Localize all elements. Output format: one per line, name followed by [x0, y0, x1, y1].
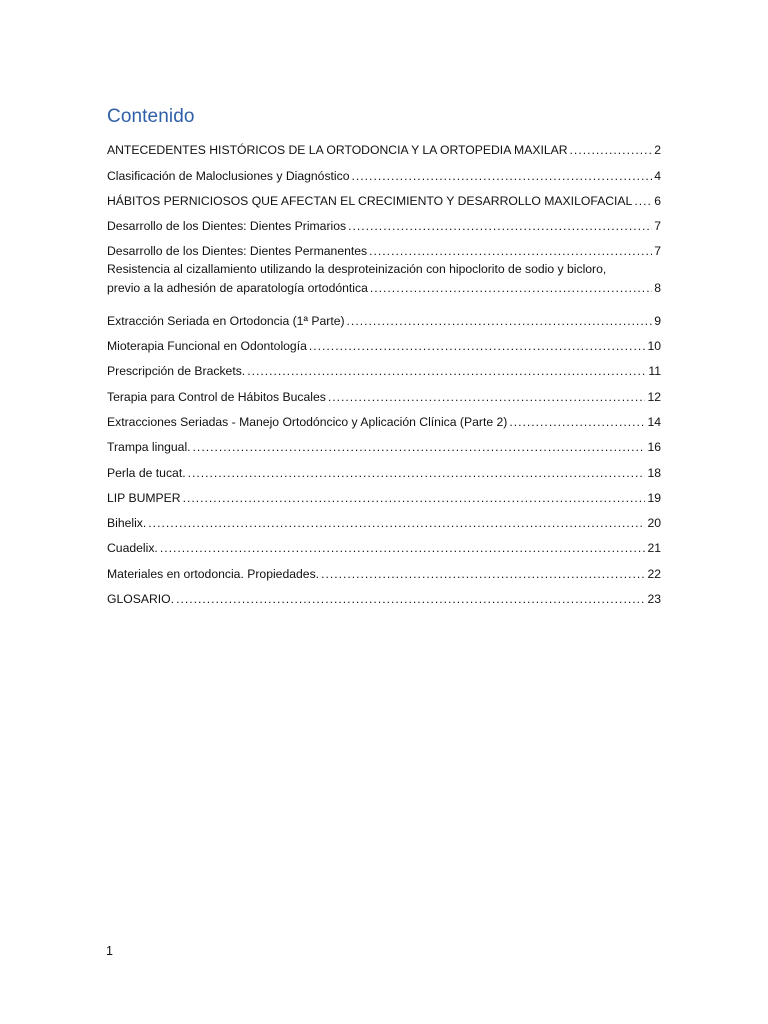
- toc-entry-title: Bihelix.: [107, 516, 147, 531]
- toc-entry-title: Terapia para Control de Hábitos Bucales: [107, 389, 326, 404]
- toc-entry[interactable]: [107, 210, 661, 235]
- toc-entry-page: 16: [647, 440, 661, 455]
- dot-leader: [247, 362, 646, 380]
- dot-leader: [309, 337, 646, 355]
- dot-leader: [188, 464, 646, 482]
- dot-leader: [176, 590, 645, 608]
- toc-entry-title: Extracciones Seriadas - Manejo Ortodóncico y Aplicación Clínica (Parte 2): [107, 414, 508, 429]
- toc-entry-title: Materiales en ortodoncia. Propiedades.: [107, 566, 320, 581]
- toc-entry-page: 9: [654, 313, 661, 328]
- toc-entry-page: 18: [647, 465, 661, 480]
- toc-entry[interactable]: [107, 380, 661, 405]
- toc-entry[interactable]: [107, 431, 661, 456]
- toc-entry-page: 14: [647, 414, 661, 429]
- toc-entry[interactable]: [107, 355, 661, 380]
- toc-entry[interactable]: [107, 134, 661, 159]
- toc-entry-title: Clasificación de Maloclusiones y Diagnóstico: [107, 168, 350, 183]
- dot-leader: [328, 388, 646, 406]
- footer-page-number: 1: [106, 944, 113, 958]
- toc-entry[interactable]: [107, 456, 661, 481]
- dot-leader: [348, 217, 652, 235]
- dot-leader: [570, 141, 653, 159]
- dot-leader: [183, 489, 646, 507]
- toc-entry-page: 10: [647, 339, 661, 354]
- dot-leader: [347, 312, 653, 330]
- dot-leader: [193, 438, 646, 456]
- toc-entry[interactable]: [107, 532, 661, 557]
- toc-entry-page: 11: [648, 364, 661, 379]
- toc-entry[interactable]: [107, 159, 661, 184]
- toc-entry[interactable]: [107, 185, 661, 210]
- toc-entry-title: Desarrollo de los Dientes: Dientes Permanentes: [107, 244, 368, 259]
- toc-entry-title: Trampa lingual.: [107, 440, 191, 455]
- toc-entry-page: 12: [647, 389, 661, 404]
- toc-entry[interactable]: [107, 406, 661, 431]
- toc-entry-page: 21: [647, 541, 661, 556]
- toc-entry-title: Cuadelix.: [107, 541, 158, 556]
- toc-entry[interactable]: [107, 235, 661, 260]
- toc-entry-page: 4: [654, 168, 661, 183]
- toc-entry-title: ANTECEDENTES HISTÓRICOS DE LA ORTODONCIA Y LA ORTOPEDIA MAXILAR: [107, 143, 568, 158]
- toc-entry[interactable]: [107, 330, 661, 355]
- toc-entry-page: 20: [647, 516, 661, 531]
- toc-entry-title: Extracción Seriada en Ortodoncia (1ª Parte): [107, 313, 345, 328]
- dot-leader: [352, 167, 653, 185]
- toc-entry-title-line2: previo a la adhesión de aparatología ortodóntica: [107, 281, 368, 296]
- toc-entry-page: 2: [654, 143, 661, 158]
- dot-leader: [369, 242, 652, 260]
- toc-entry-title: Desarrollo de los Dientes: Dientes Primarios: [107, 219, 347, 234]
- toc-entry-title: HÁBITOS PERNICIOSOS QUE AFECTAN EL CRECIMIENTO Y DESARROLLO MAXILOFACIAL: [107, 193, 633, 208]
- dot-leader: [160, 539, 646, 557]
- dot-leader: [148, 514, 645, 532]
- toc-entry-page: 23: [647, 592, 661, 607]
- toc-entry[interactable]: [107, 583, 661, 608]
- toc-entry[interactable]: [107, 557, 661, 582]
- toc-entry[interactable]: [107, 304, 661, 329]
- toc-entry-title: Mioterapia Funcional en Odontología: [107, 339, 307, 354]
- dot-leader: [370, 279, 652, 297]
- toc-entry[interactable]: [107, 260, 661, 304]
- toc-entry-page: 7: [654, 219, 661, 234]
- toc-title: Contenido: [107, 106, 195, 127]
- table-of-contents: [107, 134, 661, 608]
- toc-entry-page: 6: [654, 193, 661, 208]
- toc-entry[interactable]: [107, 507, 661, 532]
- dot-leader: [509, 413, 645, 431]
- toc-entry-page: 7: [654, 244, 661, 259]
- toc-entry-title: Prescripción de Brackets.: [107, 364, 246, 379]
- toc-entry-line2: [107, 279, 661, 297]
- toc-entry-page: 19: [647, 490, 661, 505]
- toc-entry-title: Perla de tucat.: [107, 465, 186, 480]
- dot-leader: [321, 565, 645, 583]
- toc-entry-page: 8: [654, 281, 661, 296]
- toc-entry-title-line1: Resistencia al cizallamiento utilizando la desproteinización con hipoclorito de sodio y bicloro,: [107, 262, 607, 277]
- dot-leader: [634, 192, 652, 210]
- toc-entry-title: LIP BUMPER: [107, 490, 181, 505]
- toc-entry-page: 22: [647, 566, 661, 581]
- toc-entry-title: GLOSARIO.: [107, 592, 175, 607]
- toc-entry[interactable]: [107, 482, 661, 507]
